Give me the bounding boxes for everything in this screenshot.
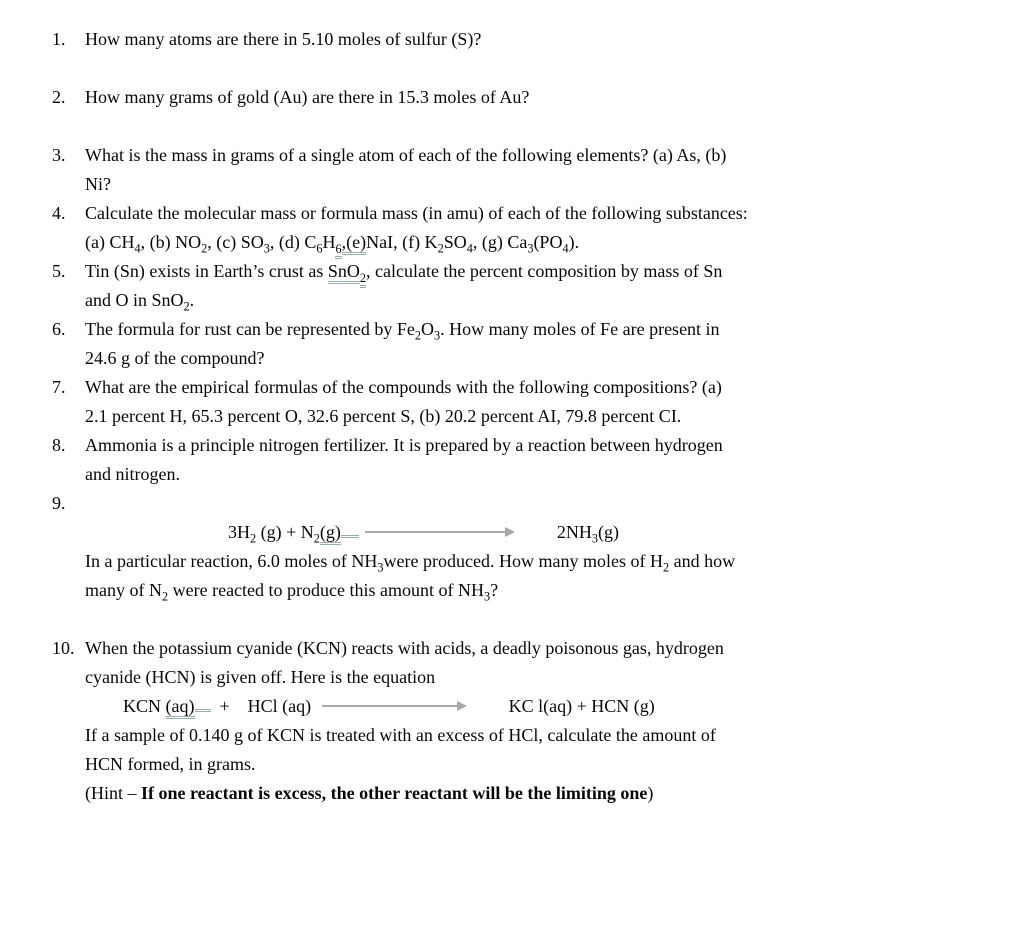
reaction-arrow-icon [365, 527, 515, 537]
question-9 [52, 489, 986, 605]
question-body [85, 634, 986, 808]
question-line [85, 489, 986, 518]
text-segment: If a sample of 0.140 g of KCN is treated with an excess of HCl, calculate the amount of [85, 725, 716, 745]
subscript-text: 2 [161, 589, 169, 604]
subscript-text: 2 [662, 560, 670, 575]
text-segment: (PO [533, 232, 563, 252]
text-segment: (a) CH [85, 232, 135, 252]
text-segment: How many atoms are there in 5.10 moles of sulfur (S)? [85, 29, 482, 49]
text-segment: HCN formed, in grams. [85, 754, 256, 774]
text-segment: , calculate the percent composition by mass of Sn [365, 261, 723, 281]
question-line [85, 460, 986, 489]
text-segment: KC l(aq) + HCN (g) [508, 696, 655, 716]
question-body [85, 83, 986, 112]
text-segment: How many grams of gold (Au) are there in 15.3 moles of Au? [85, 87, 530, 107]
text-segment: many of N [85, 580, 162, 600]
worksheet [52, 25, 986, 808]
question-line [85, 576, 986, 605]
question-10 [52, 634, 986, 808]
equation-line [85, 518, 986, 547]
question-line [85, 286, 986, 315]
question-number: 10. [52, 638, 75, 658]
text-segment: When the potassium cyanide (KCN) reacts with acids, a deadly poisonous gas, hydrogen [85, 638, 724, 658]
question-line [85, 25, 986, 54]
subscript-text: 3 [527, 241, 534, 256]
text-segment: ). [568, 232, 580, 252]
subscript-text: 3 [263, 241, 270, 256]
question-number: 1. [52, 29, 66, 49]
question-7 [52, 373, 986, 431]
text-segment: ,(e) [342, 232, 366, 255]
subscript-text: 2 [414, 328, 421, 343]
question-line [85, 373, 986, 402]
question-line [85, 257, 986, 286]
question-body [85, 25, 986, 54]
question-4 [52, 199, 986, 257]
subscript-text: 2 [183, 299, 190, 314]
subscript-text: 3 [377, 560, 384, 575]
text-segment: , (d) C [269, 232, 317, 252]
question-5 [52, 257, 986, 315]
text-segment: What is the mass in grams of a single atom of each of the following elements? (a) As, (b) [85, 145, 727, 165]
question-number: 9. [52, 493, 66, 513]
text-segment: SnO [328, 261, 360, 284]
text-segment: Ni? [85, 174, 111, 194]
text-segment: O [421, 319, 434, 339]
underline-mark [341, 524, 359, 538]
subscript-text: 2 [437, 241, 444, 256]
text-segment: and nitrogen. [85, 464, 180, 484]
question-line [85, 750, 986, 779]
question-line [85, 663, 986, 692]
subscript-text: 2 [250, 531, 257, 546]
text-segment: 24.6 g of the compound? [85, 348, 265, 368]
text-segment: and O in SnO [85, 290, 184, 310]
subscript-text: 4 [562, 241, 569, 256]
equation-line [85, 692, 986, 721]
text-segment: In a particular reaction, 6.0 moles of NH [85, 551, 378, 571]
equation-products [509, 696, 655, 716]
text-segment: KCN [123, 696, 166, 716]
text-segment: . [189, 290, 195, 310]
question-line [85, 402, 986, 431]
underline-mark [195, 698, 211, 712]
text-segment: , (b) NO [140, 232, 202, 252]
text-segment: (aq) [166, 696, 195, 719]
question-number: 4. [52, 203, 66, 223]
question-body [85, 431, 986, 489]
question-number: 8. [52, 435, 66, 455]
subscript-text: 2 [360, 271, 366, 288]
text-segment: + HCl (aq) [210, 696, 316, 716]
question-line [85, 344, 986, 373]
text-segment: , (g) Ca [472, 232, 528, 252]
question-number: 5. [52, 261, 66, 281]
question-line [85, 779, 986, 808]
text-segment: H [322, 232, 336, 252]
question-6 [52, 315, 986, 373]
text-segment: . How many moles of Fe are present in [440, 319, 720, 339]
question-body [85, 315, 986, 373]
text-segment: (g) + N [256, 522, 314, 542]
question-line [85, 634, 986, 663]
text-segment: What are the empirical formulas of the compounds with the following compositions? (a) [85, 377, 722, 397]
question-body [85, 199, 986, 257]
subscript-text: 4 [466, 241, 473, 256]
subscript-text: 4 [134, 241, 141, 256]
subscript-text: 3 [484, 589, 491, 604]
text-segment: NaI, (f) K [366, 232, 438, 252]
question-line [85, 199, 986, 228]
subscript-text: 3 [434, 328, 441, 343]
arrow-head [505, 527, 515, 537]
question-line [85, 170, 986, 199]
arrow-shaft [322, 705, 457, 707]
question-8 [52, 431, 986, 489]
question-body [85, 373, 986, 431]
text-segment: SO [443, 232, 467, 252]
text-segment: 2NH [556, 522, 592, 542]
text-segment: (g) [598, 522, 620, 542]
subscript-text: 6 [316, 241, 323, 256]
question-1 [52, 25, 986, 54]
text-segment: were reacted to produce this amount of NH [168, 580, 484, 600]
arrow-head [457, 701, 467, 711]
question-line [85, 721, 986, 750]
text-segment: (Hint – [85, 783, 141, 803]
text-segment: 3H [228, 522, 250, 542]
question-body [85, 257, 986, 315]
subscript-text: 6 [335, 242, 341, 259]
question-line [85, 228, 986, 257]
text-segment: Ammonia is a principle nitrogen fertilizer. It is prepared by a reaction between hydrogen [85, 435, 723, 455]
text-segment: Calculate the molecular mass or formula mass (in amu) of each of the following substances: [85, 203, 748, 223]
question-number: 2. [52, 87, 66, 107]
text-segment: were produced. How many moles of H [383, 551, 663, 571]
text-segment: The formula for rust can be represented by Fe [85, 319, 415, 339]
question-3 [52, 141, 986, 199]
question-number: 3. [52, 145, 66, 165]
question-line [85, 547, 986, 576]
subscript-text: 2 [313, 531, 320, 546]
question-body [85, 489, 986, 605]
text-segment: 2.1 percent H, 65.3 percent O, 32.6 percent S, (b) 20.2 percent AI, 79.8 percent CI. [85, 406, 682, 426]
question-line [85, 315, 986, 344]
subscript-text: 2 [201, 241, 208, 256]
question-line [85, 83, 986, 112]
text-segment: cyanide (HCN) is given off. Here is the equation [85, 667, 436, 687]
question-2 [52, 83, 986, 112]
question-number: 7. [52, 377, 66, 397]
text-segment: (g) [320, 522, 341, 545]
text-segment: Tin (Sn) exists in Earth’s crust as [85, 261, 328, 281]
text-segment: and how [669, 551, 736, 571]
equation-products [556, 522, 620, 546]
text-segment: , (c) SO [207, 232, 264, 252]
question-line [85, 431, 986, 460]
arrow-shaft [365, 531, 505, 533]
reaction-arrow-icon [322, 701, 467, 711]
question-number: 6. [52, 319, 66, 339]
text-segment: ) [647, 783, 654, 803]
text-segment: ? [490, 580, 499, 600]
question-line [85, 141, 986, 170]
subscript-text: 3 [591, 531, 599, 546]
text-segment: If one reactant is excess, the other reactant will be the limiting one [141, 783, 648, 803]
question-body [85, 141, 986, 199]
